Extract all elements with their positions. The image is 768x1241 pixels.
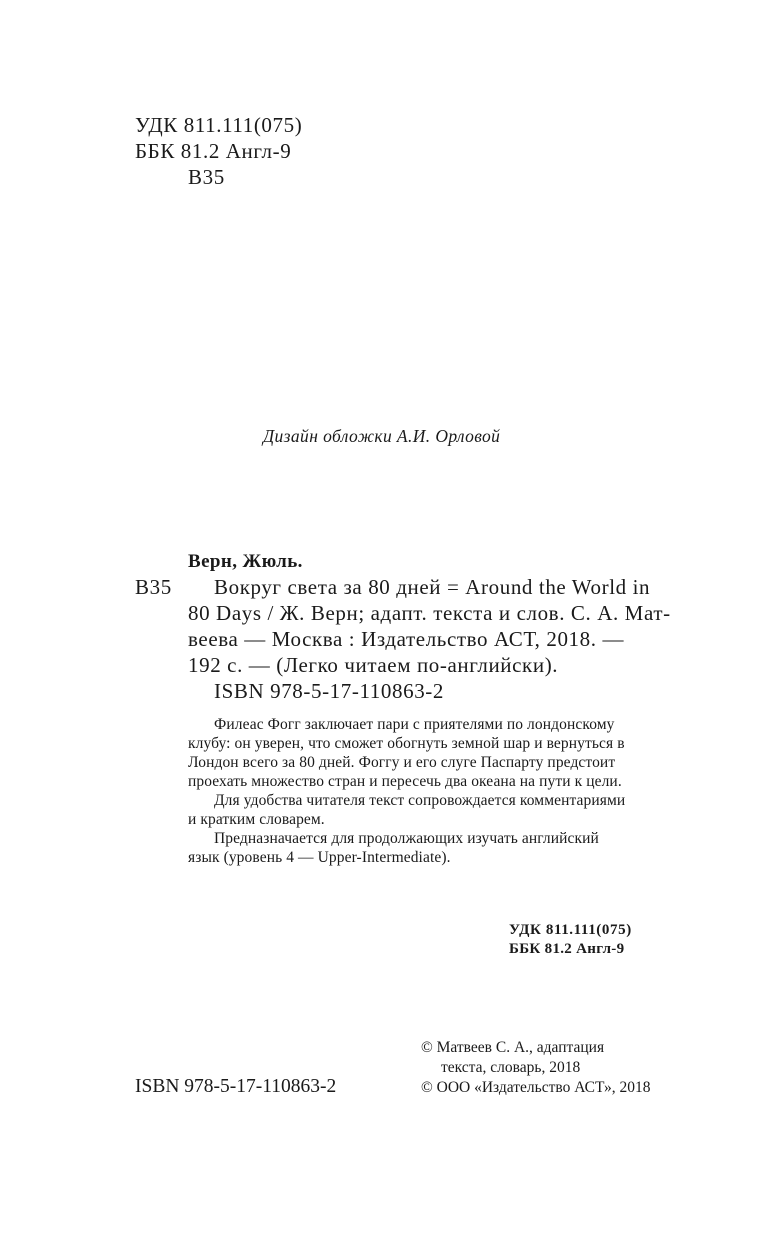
- annotation-line: и кратким словарем.: [188, 811, 325, 828]
- isbn-bottom: ISBN 978-5-17-110863-2: [135, 1076, 337, 1097]
- bib-isbn: ISBN 978-5-17-110863-2: [214, 679, 444, 703]
- annotation-line: Для удобства читателя текст сопровождается комментариями: [214, 792, 626, 809]
- bib-author: Верн, Жюль.: [188, 551, 303, 572]
- annotation-line: клубу: он уверен, что сможет обогнуть земной шар и вернуться в: [188, 735, 625, 752]
- udk-code: УДК 811.111(075): [135, 113, 303, 137]
- annotation-line: Лондон всего за 80 дней. Фоггу и его слуге Паспарту предстоит: [188, 754, 616, 771]
- author-mark: В35: [188, 165, 225, 189]
- bib-mark: В35: [135, 575, 172, 599]
- annotation-line: Предназначается для продолжающих изучать английский: [214, 830, 599, 847]
- bottom-udk-code: УДК 811.111(075): [509, 922, 632, 938]
- annotation-line: проехать множество стран и пересечь два океана на пути к цели.: [188, 773, 622, 790]
- copyright-line: © ООО «Издательство АСТ», 2018: [421, 1079, 651, 1096]
- bbk-code: ББК 81.2 Англ-9: [135, 139, 292, 163]
- bib-line: веева — Москва : Издательство АСТ, 2018. —: [188, 627, 625, 651]
- annotation-line: язык (уровень 4 — Upper-Intermediate).: [188, 849, 451, 866]
- cover-design-credit: Дизайн обложки А.И. Орловой: [263, 426, 501, 446]
- bottom-bbk-code: ББК 81.2 Англ-9: [509, 941, 625, 957]
- bib-line: 80 Days / Ж. Верн; адапт. текста и слов. С. А. Мат-: [188, 601, 671, 625]
- annotation-line: Филеас Фогг заключает пари с приятелями по лондонскому: [214, 716, 615, 733]
- bib-line: Вокруг света за 80 дней = Around the World in: [214, 575, 651, 599]
- copyright-line: текста, словарь, 2018: [441, 1059, 581, 1076]
- copyright-line: © Матвеев С. А., адаптация: [421, 1039, 605, 1056]
- bib-line: 192 с. — (Легко читаем по-английски).: [188, 653, 559, 677]
